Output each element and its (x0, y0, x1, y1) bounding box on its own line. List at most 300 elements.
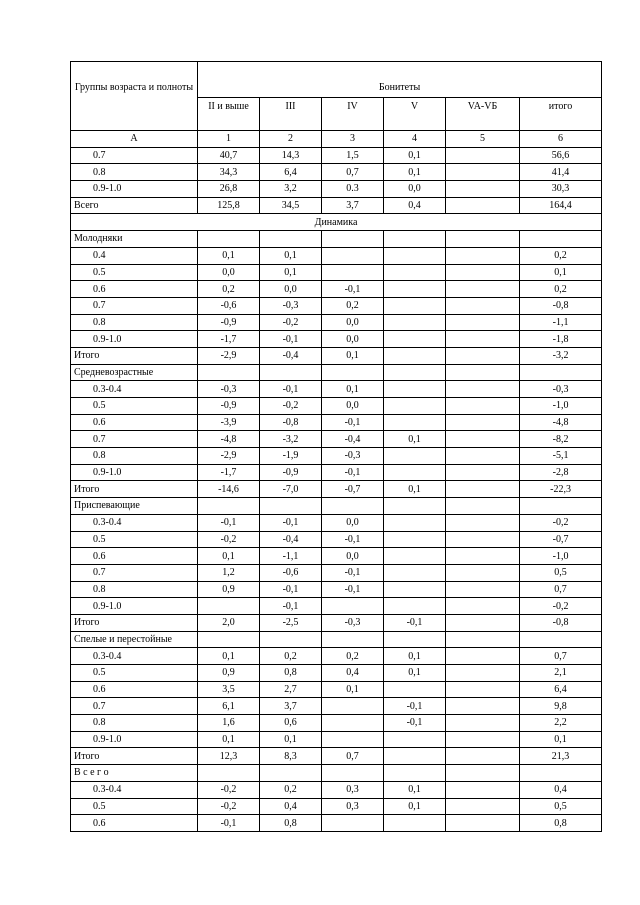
value-cell: -0,3 (322, 448, 384, 465)
section-title: Средневозрастные (71, 364, 198, 381)
empty-cell (446, 631, 520, 648)
table-row (71, 431, 602, 448)
value-cell: -2,9 (198, 448, 260, 465)
table-row (71, 197, 602, 214)
value-cell: -0,1 (322, 564, 384, 581)
row-label: 0.7 (71, 431, 198, 448)
value-cell: 0,8 (520, 815, 602, 832)
table-row (71, 648, 602, 665)
table-row (71, 297, 602, 314)
value-cell: 1,5 (322, 147, 384, 164)
row-label: 0.8 (71, 715, 198, 732)
table-row (71, 331, 602, 348)
table-row (71, 531, 602, 548)
value-cell: 0,0 (384, 181, 446, 198)
value-cell (384, 331, 446, 348)
value-cell: 2,0 (198, 614, 260, 631)
value-cell (446, 147, 520, 164)
value-cell (384, 281, 446, 298)
row-label: 0.8 (71, 314, 198, 331)
value-cell: 0,0 (322, 314, 384, 331)
value-cell: -7,0 (260, 481, 322, 498)
table-row (71, 514, 602, 531)
empty-cell (384, 631, 446, 648)
value-cell (446, 264, 520, 281)
empty-cell (198, 364, 260, 381)
value-cell (384, 314, 446, 331)
value-cell (446, 448, 520, 465)
table-row (71, 815, 602, 832)
empty-cell (198, 631, 260, 648)
section-title: Молодняки (71, 231, 198, 248)
value-cell: -8,2 (520, 431, 602, 448)
bonitet-header: Бонитеты (198, 62, 602, 98)
value-cell: 0,8 (260, 815, 322, 832)
section-title-row (71, 498, 602, 515)
row-label: 0.6 (71, 548, 198, 565)
table-row (71, 398, 602, 415)
value-cell: -2,9 (198, 347, 260, 364)
value-cell: -0,8 (520, 297, 602, 314)
empty-cell (446, 231, 520, 248)
row-label: 0.3-0.4 (71, 381, 198, 398)
value-cell: -0,1 (322, 581, 384, 598)
row-label: 0.3-0.4 (71, 781, 198, 798)
value-cell (322, 247, 384, 264)
row-label: 0.9-1.0 (71, 598, 198, 615)
value-cell: 0,6 (260, 715, 322, 732)
table-row (71, 564, 602, 581)
value-cell: 6,4 (260, 164, 322, 181)
table-row (71, 448, 602, 465)
value-cell: 0,2 (520, 247, 602, 264)
empty-cell (384, 231, 446, 248)
value-cell: -0,1 (198, 815, 260, 832)
value-cell: -0,1 (260, 598, 322, 615)
empty-cell (520, 631, 602, 648)
value-cell: -4,8 (198, 431, 260, 448)
value-cell (446, 164, 520, 181)
value-cell: 14,3 (260, 147, 322, 164)
value-cell: 0.3 (322, 181, 384, 198)
section-title-row (71, 364, 602, 381)
value-cell: 0,1 (384, 798, 446, 815)
value-cell: -1,7 (198, 331, 260, 348)
value-cell: -22,3 (520, 481, 602, 498)
value-cell: 0,0 (322, 514, 384, 531)
value-cell: 0,1 (260, 264, 322, 281)
value-cell: 0,4 (322, 665, 384, 682)
table-row (71, 181, 602, 198)
value-cell (446, 431, 520, 448)
table-row (71, 731, 602, 748)
value-cell: -1,7 (198, 464, 260, 481)
value-cell (446, 531, 520, 548)
value-cell: 6,1 (198, 698, 260, 715)
value-cell: 40,7 (198, 147, 260, 164)
header-row (71, 62, 602, 98)
value-cell: 125,8 (198, 197, 260, 214)
row-label: 0.7 (71, 564, 198, 581)
value-cell: 0,0 (322, 548, 384, 565)
row-label: 0.3-0.4 (71, 514, 198, 531)
value-cell: 0,2 (198, 281, 260, 298)
value-cell (446, 331, 520, 348)
empty-cell (322, 498, 384, 515)
empty-cell (260, 498, 322, 515)
value-cell: -0,1 (322, 414, 384, 431)
index-cell: 6 (520, 131, 602, 148)
section-title: Спелые и перестойные (71, 631, 198, 648)
value-cell: 0,1 (322, 347, 384, 364)
value-cell: 0,4 (260, 798, 322, 815)
value-cell: 8,3 (260, 748, 322, 765)
row-label: 0.9-1.0 (71, 331, 198, 348)
row-label: 0.9-1.0 (71, 181, 198, 198)
value-cell: -0,4 (260, 531, 322, 548)
value-cell: -0,9 (260, 464, 322, 481)
value-cell: 3,2 (260, 181, 322, 198)
value-cell (446, 314, 520, 331)
value-cell (446, 247, 520, 264)
value-cell (322, 264, 384, 281)
value-cell (446, 648, 520, 665)
value-cell (384, 464, 446, 481)
value-cell: 0,3 (322, 798, 384, 815)
value-cell: 0,2 (520, 281, 602, 298)
value-cell (446, 464, 520, 481)
value-cell: -3,9 (198, 414, 260, 431)
row-label: Всего (71, 197, 198, 214)
value-cell (446, 798, 520, 815)
value-cell (446, 197, 520, 214)
value-cell: 41,4 (520, 164, 602, 181)
value-cell: 0,7 (322, 164, 384, 181)
value-cell (446, 181, 520, 198)
empty-cell (384, 765, 446, 782)
value-cell: 2,2 (520, 715, 602, 732)
value-cell: 0,1 (260, 247, 322, 264)
value-cell (446, 781, 520, 798)
empty-cell (322, 765, 384, 782)
value-cell (446, 715, 520, 732)
empty-cell (384, 498, 446, 515)
column-header: V (384, 98, 446, 131)
value-cell: -0,2 (198, 781, 260, 798)
row-label: 0.7 (71, 698, 198, 715)
value-cell (446, 748, 520, 765)
row-label: 0.6 (71, 815, 198, 832)
value-cell: -0,6 (198, 297, 260, 314)
value-cell (446, 281, 520, 298)
value-cell (384, 815, 446, 832)
row-label: Итого (71, 614, 198, 631)
empty-cell (384, 364, 446, 381)
value-cell: -0,1 (198, 514, 260, 531)
table-row (71, 614, 602, 631)
value-cell: 2,7 (260, 681, 322, 698)
value-cell: -2,5 (260, 614, 322, 631)
value-cell (322, 598, 384, 615)
value-cell: 30,3 (520, 181, 602, 198)
section-title: Приспевающие (71, 498, 198, 515)
value-cell: 0,4 (520, 781, 602, 798)
empty-cell (260, 231, 322, 248)
value-cell (384, 264, 446, 281)
value-cell: -0,8 (520, 614, 602, 631)
empty-cell (260, 364, 322, 381)
value-cell (446, 297, 520, 314)
value-cell (384, 448, 446, 465)
value-cell: -0,9 (198, 314, 260, 331)
row-label: Итого (71, 748, 198, 765)
value-cell: -0,9 (198, 398, 260, 415)
value-cell: 0,0 (322, 398, 384, 415)
value-cell (446, 481, 520, 498)
column-header: III (260, 98, 322, 131)
row-label: 0.7 (71, 147, 198, 164)
index-cell: 1 (198, 131, 260, 148)
value-cell: -1,9 (260, 448, 322, 465)
value-cell: 3,5 (198, 681, 260, 698)
row-label: 0.3-0.4 (71, 648, 198, 665)
value-cell: -0,3 (520, 381, 602, 398)
value-cell (384, 748, 446, 765)
table-row (71, 481, 602, 498)
value-cell: 0,1 (198, 731, 260, 748)
value-cell: 0,2 (322, 297, 384, 314)
section-title-row (71, 231, 602, 248)
value-cell: -1,1 (260, 548, 322, 565)
value-cell: 0,2 (322, 648, 384, 665)
value-cell: 0,1 (520, 264, 602, 281)
value-cell: -1,8 (520, 331, 602, 348)
value-cell: -2,8 (520, 464, 602, 481)
row-label: Итого (71, 347, 198, 364)
row-label: 0.8 (71, 164, 198, 181)
value-cell (446, 815, 520, 832)
empty-cell (198, 231, 260, 248)
section-title: В с е г о (71, 765, 198, 782)
value-cell: 0,0 (198, 264, 260, 281)
value-cell: -0,1 (260, 381, 322, 398)
row-label: 0.8 (71, 448, 198, 465)
table-row (71, 715, 602, 732)
value-cell (384, 514, 446, 531)
value-cell (322, 715, 384, 732)
value-cell (384, 598, 446, 615)
value-cell (198, 598, 260, 615)
value-cell (322, 731, 384, 748)
value-cell: 0,8 (260, 665, 322, 682)
value-cell: 0,4 (384, 197, 446, 214)
index-row (71, 131, 602, 148)
value-cell (384, 381, 446, 398)
empty-cell (322, 231, 384, 248)
value-cell: 3,7 (260, 698, 322, 715)
row-label: 0.5 (71, 264, 198, 281)
value-cell (384, 681, 446, 698)
value-cell: 0,7 (520, 648, 602, 665)
value-cell (446, 514, 520, 531)
table-row (71, 147, 602, 164)
value-cell: -0,2 (198, 798, 260, 815)
value-cell: 0,1 (384, 648, 446, 665)
table-row (71, 247, 602, 264)
row-label: 0.5 (71, 531, 198, 548)
value-cell: -0,1 (322, 531, 384, 548)
value-cell (446, 564, 520, 581)
value-cell: -5,1 (520, 448, 602, 465)
value-cell: 0,1 (384, 781, 446, 798)
table-row (71, 598, 602, 615)
value-cell (446, 665, 520, 682)
value-cell: -1,1 (520, 314, 602, 331)
value-cell: 0,0 (260, 281, 322, 298)
value-cell: -0,2 (520, 598, 602, 615)
value-cell: 0,1 (198, 648, 260, 665)
table-row (71, 381, 602, 398)
value-cell: 0,1 (198, 548, 260, 565)
value-cell (446, 381, 520, 398)
value-cell (384, 531, 446, 548)
table-row (71, 681, 602, 698)
index-cell: А (71, 131, 198, 148)
value-cell: -0,2 (260, 398, 322, 415)
value-cell: 0,3 (322, 781, 384, 798)
value-cell: -1,0 (520, 398, 602, 415)
empty-cell (446, 498, 520, 515)
value-cell: -0,2 (260, 314, 322, 331)
value-cell (446, 598, 520, 615)
value-cell: -1,0 (520, 548, 602, 565)
empty-cell (446, 364, 520, 381)
value-cell: -0,2 (520, 514, 602, 531)
table-row (71, 548, 602, 565)
value-cell: -0,8 (260, 414, 322, 431)
value-cell: -0,1 (260, 514, 322, 531)
value-cell: 0,1 (520, 731, 602, 748)
table-row (71, 581, 602, 598)
value-cell: 1,6 (198, 715, 260, 732)
index-cell: 2 (260, 131, 322, 148)
value-cell (446, 548, 520, 565)
value-cell (446, 698, 520, 715)
column-header: IV (322, 98, 384, 131)
value-cell: 0,2 (260, 781, 322, 798)
value-cell: -0,1 (260, 331, 322, 348)
table-row (71, 798, 602, 815)
empty-cell (198, 765, 260, 782)
value-cell: 0,1 (384, 665, 446, 682)
value-cell: 0,1 (198, 247, 260, 264)
value-cell: -0,7 (520, 531, 602, 548)
empty-cell (446, 765, 520, 782)
table-row (71, 314, 602, 331)
index-cell: 3 (322, 131, 384, 148)
value-cell: 0,1 (322, 381, 384, 398)
row-label: 0.6 (71, 281, 198, 298)
value-cell (446, 398, 520, 415)
value-cell: 12,3 (198, 748, 260, 765)
row-label: 0.5 (71, 798, 198, 815)
value-cell: -0,1 (384, 614, 446, 631)
value-cell (446, 581, 520, 598)
index-cell: 5 (446, 131, 520, 148)
value-cell: -0,1 (260, 581, 322, 598)
section-title-row (71, 765, 602, 782)
value-cell: 34,5 (260, 197, 322, 214)
table-row (71, 464, 602, 481)
value-cell: 56,6 (520, 147, 602, 164)
table-row (71, 347, 602, 364)
value-cell: 34,3 (198, 164, 260, 181)
value-cell: 1,2 (198, 564, 260, 581)
value-cell: 0,7 (520, 581, 602, 598)
value-cell (384, 731, 446, 748)
row-label: 0.6 (71, 414, 198, 431)
value-cell: 0,1 (384, 481, 446, 498)
value-cell: 0,9 (198, 581, 260, 598)
table-row (71, 281, 602, 298)
table-row (71, 781, 602, 798)
row-label: 0.7 (71, 297, 198, 314)
row-label: Итого (71, 481, 198, 498)
value-cell (384, 398, 446, 415)
value-cell (322, 815, 384, 832)
column-header: итого (520, 98, 602, 131)
value-cell: -0,4 (260, 347, 322, 364)
value-cell: -0,4 (322, 431, 384, 448)
empty-cell (198, 498, 260, 515)
table-row (71, 264, 602, 281)
value-cell: 0,9 (198, 665, 260, 682)
dynamics-row (71, 214, 602, 231)
value-cell (322, 698, 384, 715)
row-label: 0.8 (71, 581, 198, 598)
value-cell (446, 347, 520, 364)
value-cell: 0,2 (260, 648, 322, 665)
index-cell: 4 (384, 131, 446, 148)
value-cell: 0,1 (260, 731, 322, 748)
value-cell: -14,6 (198, 481, 260, 498)
table-row (71, 698, 602, 715)
value-cell (384, 414, 446, 431)
column-header: II и выше (198, 98, 260, 131)
value-cell: 164,4 (520, 197, 602, 214)
row-label: 0.6 (71, 681, 198, 698)
table-body (71, 62, 602, 832)
value-cell: -0,1 (322, 464, 384, 481)
value-cell: 0,5 (520, 798, 602, 815)
value-cell: 0,7 (322, 748, 384, 765)
value-cell: 2,1 (520, 665, 602, 682)
row-label: 0.5 (71, 398, 198, 415)
value-cell: 0,1 (384, 164, 446, 181)
value-cell: 3,7 (322, 197, 384, 214)
value-cell: 0,1 (322, 681, 384, 698)
group-header: Группы возраста и полноты (71, 62, 198, 131)
value-cell (446, 414, 520, 431)
table-row (71, 414, 602, 431)
value-cell (384, 564, 446, 581)
empty-cell (322, 631, 384, 648)
value-cell: 0,5 (520, 564, 602, 581)
empty-cell (520, 231, 602, 248)
value-cell: 9,8 (520, 698, 602, 715)
value-cell (446, 614, 520, 631)
value-cell (446, 681, 520, 698)
